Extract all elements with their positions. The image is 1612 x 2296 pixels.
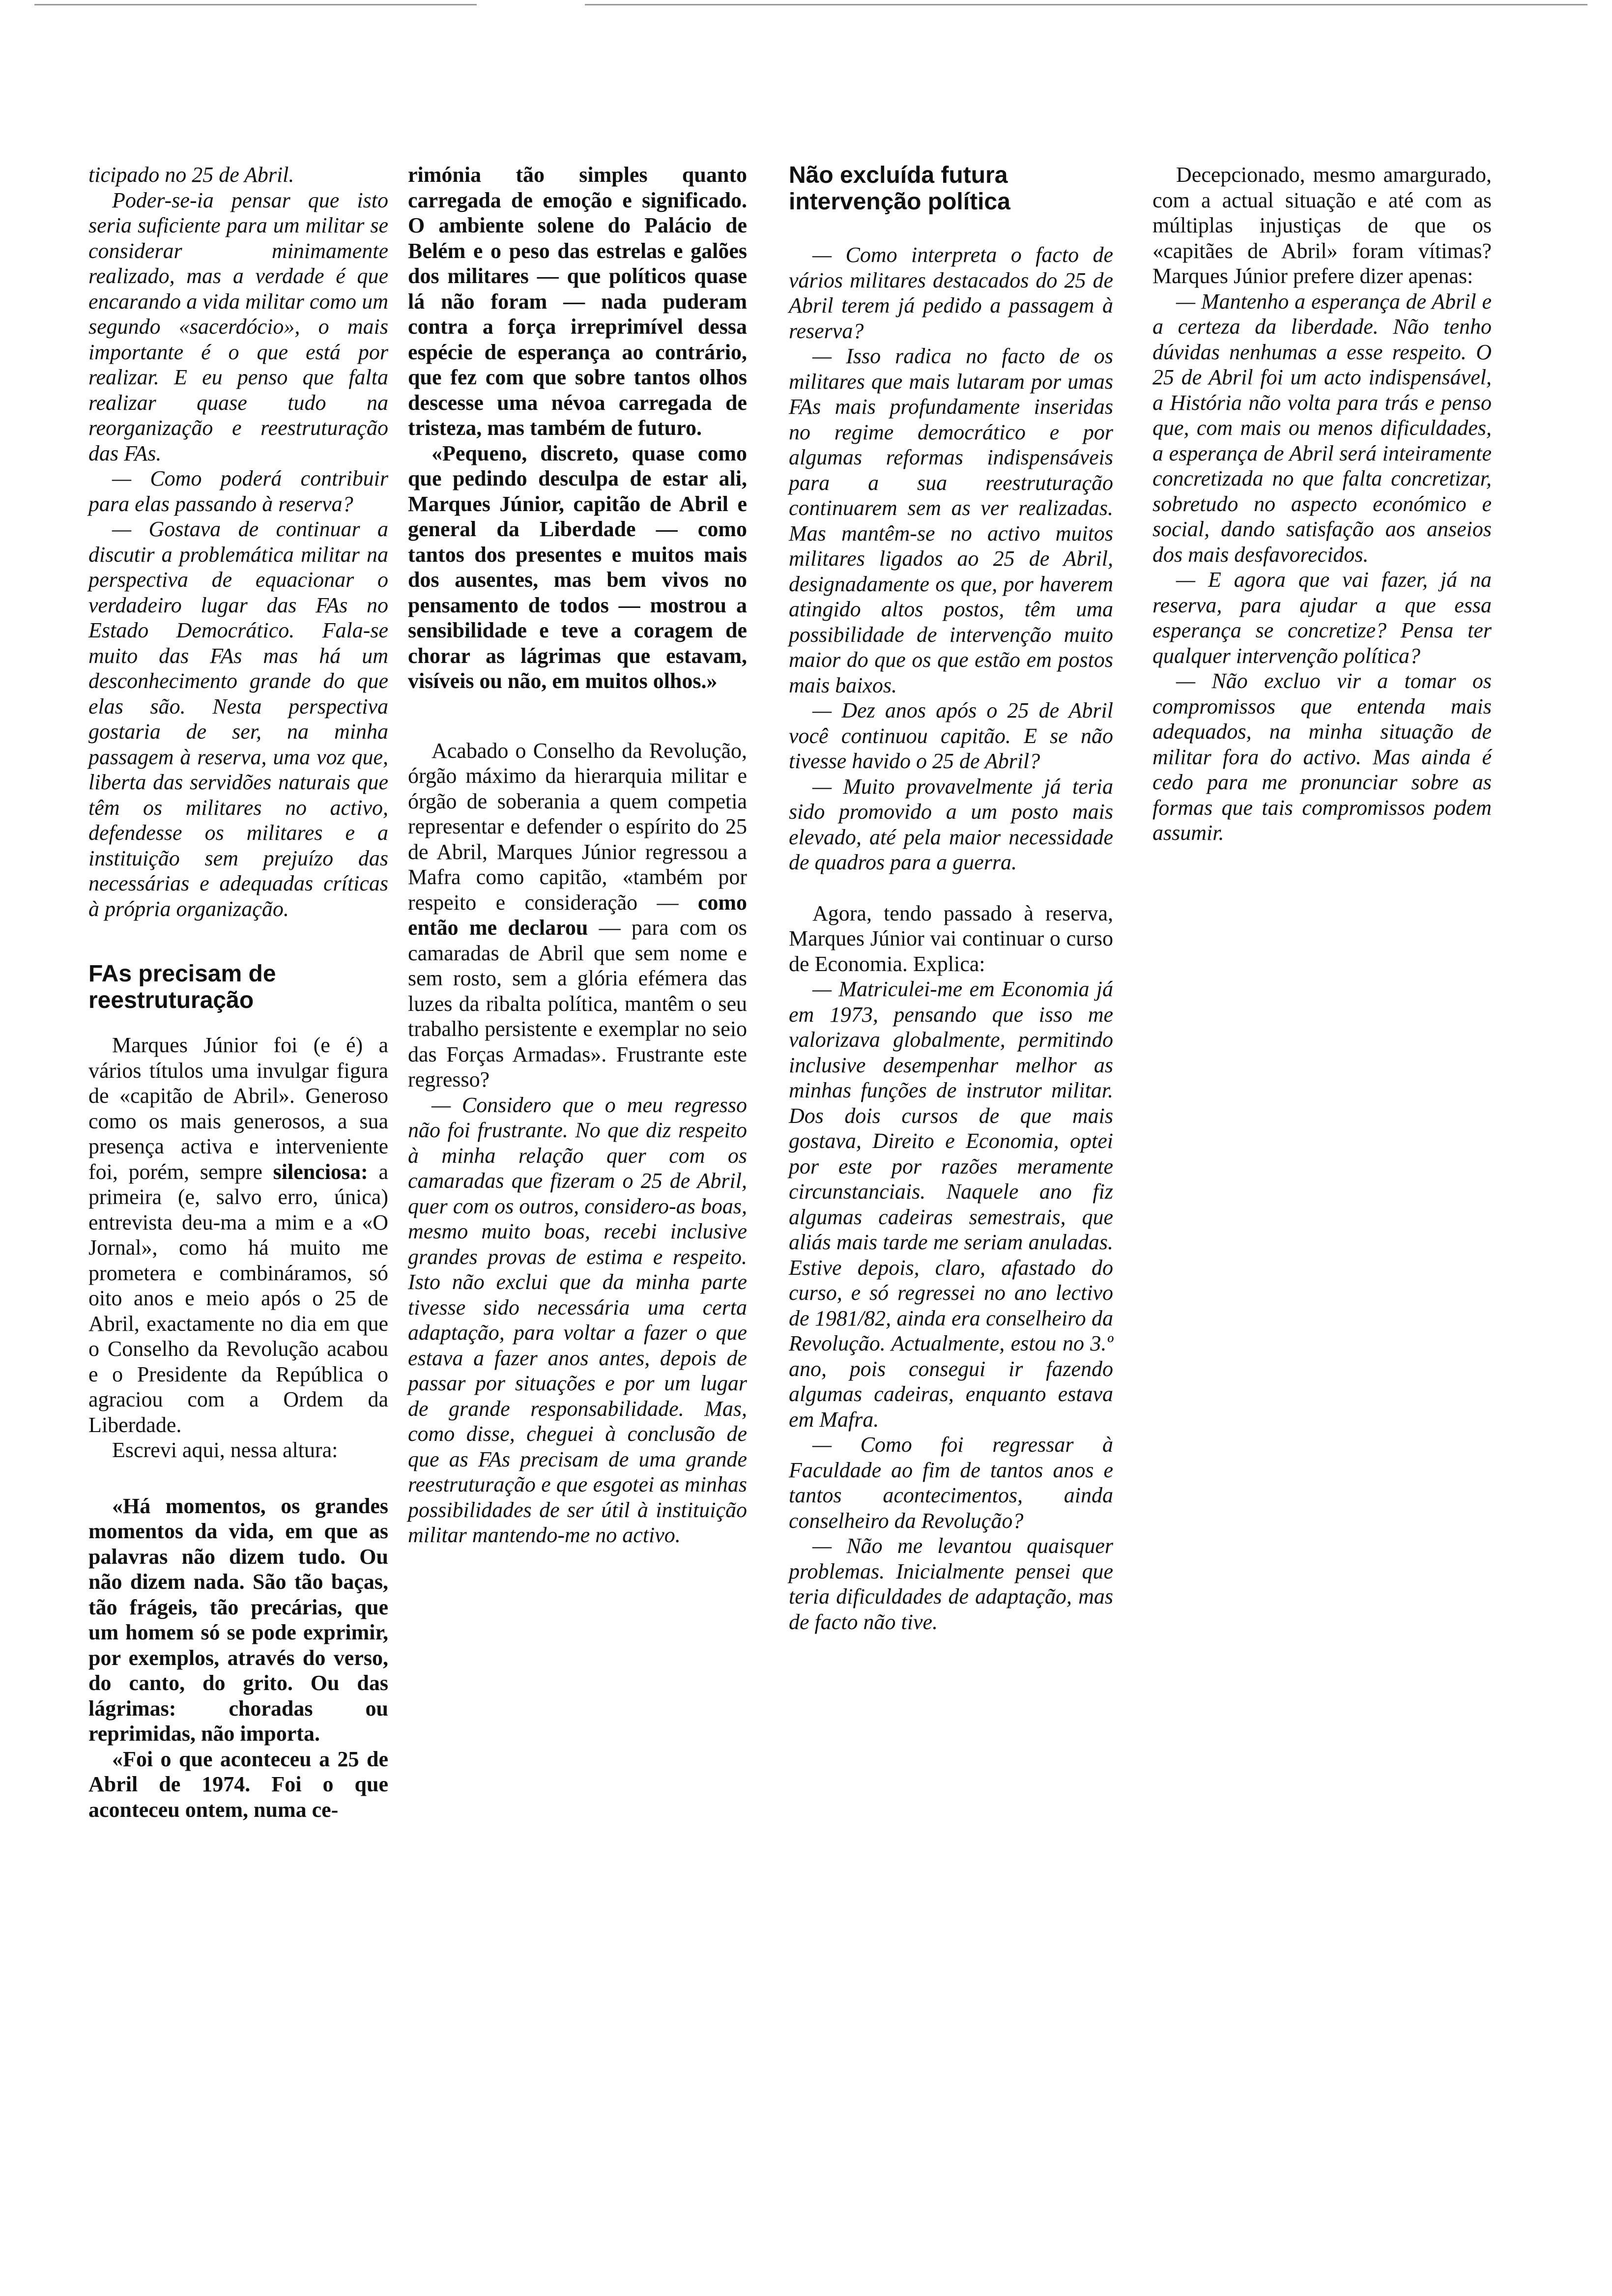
answer: — Matriculei-me em Economia já em 1973, pensando que isso me valorizava globalmente, permitindo inclusive desempenhar melhor as minhas funções de instrutor militar. Dos dois cursos de que mais gostava, Direito e Economia, optei por este por razões meramente circunstanciais. Naquele ano fiz algumas cadeiras semestrais, que aliás mais tarde me seriam anuladas. Estive depois, claro, afastado do curso, e só regressei no ano lectivo de 1981/82, ainda era conselheiro da Revolução. Actualmente, estou no 3.º ano, pois consegui ir fazendo algumas cadeiras, enquanto estava em Mafra.	[789, 977, 1113, 1432]
column-1	[88, 162, 388, 1822]
question: — E agora que vai fazer, já na reserva, para ajudar a que essa esperança se concretize? Pensa ter qualquer intervenção política?	[1152, 568, 1492, 668]
section-heading: FAs precisam de reestruturação	[88, 961, 276, 1013]
answer: — Mantenho a esperança de Abril e a certeza da liberdade. Não tenho dúvidas nenhumas a esse respeito. O 25 de Abril foi um acto indispensável, a História não volta para trás e penso que, com mais ou menos dificuldades, a esperança de Abril será inteiramente concretizada no que falta concretizar, sobretudo no aspecto económico e social, dando satisfação aos anseios dos mais desfavorecidos.	[1152, 289, 1492, 567]
paragraph: Agora, tendo passado à reserva, Marques Júnior vai continuar o curso de Economia. Explica:	[789, 901, 1113, 976]
paragraph: Marques Júnior foi (e é) a vários títulos uma invulgar figura de «capitão de Abril». Generoso como os mais generosos, a sua presença activa e interveniente foi, porém, sempre silenciosa: a primeira (e, salvo erro, única) entrevista deu-ma a mim e a «O Jornal», como há muito me prometera e combináramos, só oito anos e meio após o 25 de Abril, exactamente no dia em que o Conselho da Revolução acabou e o Presidente da República o agraciou com a Ordem da Liberdade.	[88, 1033, 389, 1437]
question: — Dez anos após o 25 de Abril você continuou capitão. E se não tivesse havido o 25 de Abril?	[789, 698, 1113, 773]
quote-paragraph: «Há momentos, os grandes momentos da vida, em que as palavras não dizem tudo. Ou não dizem nada. São tão baças, tão frágeis, tão precárias, que um homem só se pode exprimir, por exemplos, através do verso, do canto, do grito. Ou das lágrimas: choradas ou reprimidas, não importa.	[88, 1493, 388, 1746]
paragraph: Poder-se-ia pensar que isto seria suficiente para um militar se considerar minimamente realizado, mas a verdade é que encarando a vida militar como um segundo «sacerdócio», o mais importante é o que está por realizar. E eu penso que falta realizar quase tudo na reorganização e reestruturação das FAs.	[88, 188, 388, 465]
paragraph: Acabado o Conselho da Revolução, órgão máximo da hierarquia militar e órgão de soberania a quem competia representar e defender o espírito do 25 de Abril, Marques Júnior regressou a Mafra como capitão, «também por respeito e consideração — como então me declarou — para com os camaradas de Abril que sem nome e sem rosto, sem a glória efémera das luzes da ribalta política, mantêm o seu trabalho persistente e exemplar no seio das Forças Armadas». Frustrante este regresso?	[408, 738, 748, 1091]
answer: — Isso radica no facto de os militares que mais lutaram por umas FAs mais profundamente inseridas no regime democrático e por algumas reformas indispensáveis para a sua reestruturação continuarem sem as ver realizadas. Mas mantêm-se no activo muitos militares ligados ao 25 de Abril, designadamente os que, por haverem atingido altos postos, têm uma possibilidade de intervenção muito maior do que os que estão em postos mais baixos.	[789, 344, 1113, 697]
column-3	[789, 162, 1113, 1635]
question: — Como poderá contribuir para elas passando à reserva?	[88, 466, 388, 516]
quote-paragraph: rimónia tão simples quanto carregada de emoção e significado. O ambiente solene do Palácio de Belém e o peso das estrelas e galões dos militares — que políticos quase lá não foram — nada puderam contra a força irreprimível dessa espécie de esperança ao contrário, que fez com que sobre tantos olhos descesse uma névoa carregada de tristeza, mas também de futuro.	[408, 163, 747, 440]
answer: — Muito provavelmente já teria sido promovido a um posto mais elevado, até pela maior necessidade de quadros para a guerra.	[789, 774, 1113, 874]
top-rule-left	[34, 4, 477, 5]
paragraph: ticipado no 25 de Abril.	[88, 163, 294, 187]
paragraph: Escrevi aqui, nessa altura:	[112, 1438, 338, 1462]
answer: — Não me levantou quaisquer problemas. Inicialmente pensei que teria dificuldades de adaptação, mas de facto não tive.	[789, 1534, 1113, 1634]
answer: — Não excluo vir a tomar os compromissos que entenda mais adequados, na minha situação de militar fora do activo. Mas ainda é cedo para me pronunciar sobre as formas que tais compromissos podem assumir.	[1152, 669, 1492, 845]
answer: — Gostava de continuar a discutir a problemática militar na perspectiva de equacionar o verdadeiro lugar das FAs no Estado Democrático. Fala-se muito das FAs mas há um desconhecimento grande do que elas são. Nesta perspectiva gostaria de ser, na minha passagem à reserva, uma voz que, liberta das servidões naturais que têm os militares no activo, defendesse os militares e a instituição sem prejuízo das necessárias e adequadas críticas à própria organização.	[88, 517, 388, 921]
column-4	[1152, 162, 1492, 846]
quote-paragraph: «Foi o que aconteceu a 25 de Abril de 1974. Foi o que aconteceu ontem, numa ce-	[88, 1747, 388, 1822]
question: — Como interpreta o facto de vários militares destacados do 25 de Abril terem já pedido a passagem à reserva?	[789, 243, 1113, 343]
quote-paragraph: «Pequeno, discreto, quase como que pedindo desculpa de estar ali, Marques Júnior, capitão de Abril e general da Liberdade — como tantos dos presentes e muitos mais dos ausentes, mas bem vivos no pensamento de todos — mostrou a sensibilidade e teve a coragem de chorar as lágrimas que estavam, visíveis ou não, em muitos olhos.»	[408, 441, 747, 693]
question: — Como foi regressar à Faculdade ao fim de tantos anos e tantos acontecimentos, ainda conselheiro da Revolução?	[789, 1433, 1113, 1533]
top-rule-right	[585, 4, 1587, 5]
paragraph: Decepcionado, mesmo amargurado, com a actual situação e até com as múltiplas injustiças de que os «capitães de Abril» foram vítimas? Marques Júnior prefere dizer apenas:	[1152, 163, 1492, 288]
section-heading: Não excluída futura intervenção política	[789, 162, 1010, 215]
column-2	[408, 162, 747, 1548]
answer: — Considero que o meu regresso não foi frustrante. No que diz respeito à minha relação quer com os camaradas que fizeram o 25 de Abril, quer com os outros, considero-as boas, mesmo muito boas, recebi inclusive grandes provas de estima e respeito. Isto não exclui que da minha parte tivesse sido necessária uma certa adaptação, para voltar a fazer o que estava a fazer anos antes, depois de passar por situações e por um lugar de grande responsabilidade. Mas, como disse, cheguei à conclusão de que as FAs precisam de uma grande reestruturação e que esgotei as minhas possibilidades de ser útil à instituição militar mantendo-me no activo.	[408, 1092, 747, 1547]
